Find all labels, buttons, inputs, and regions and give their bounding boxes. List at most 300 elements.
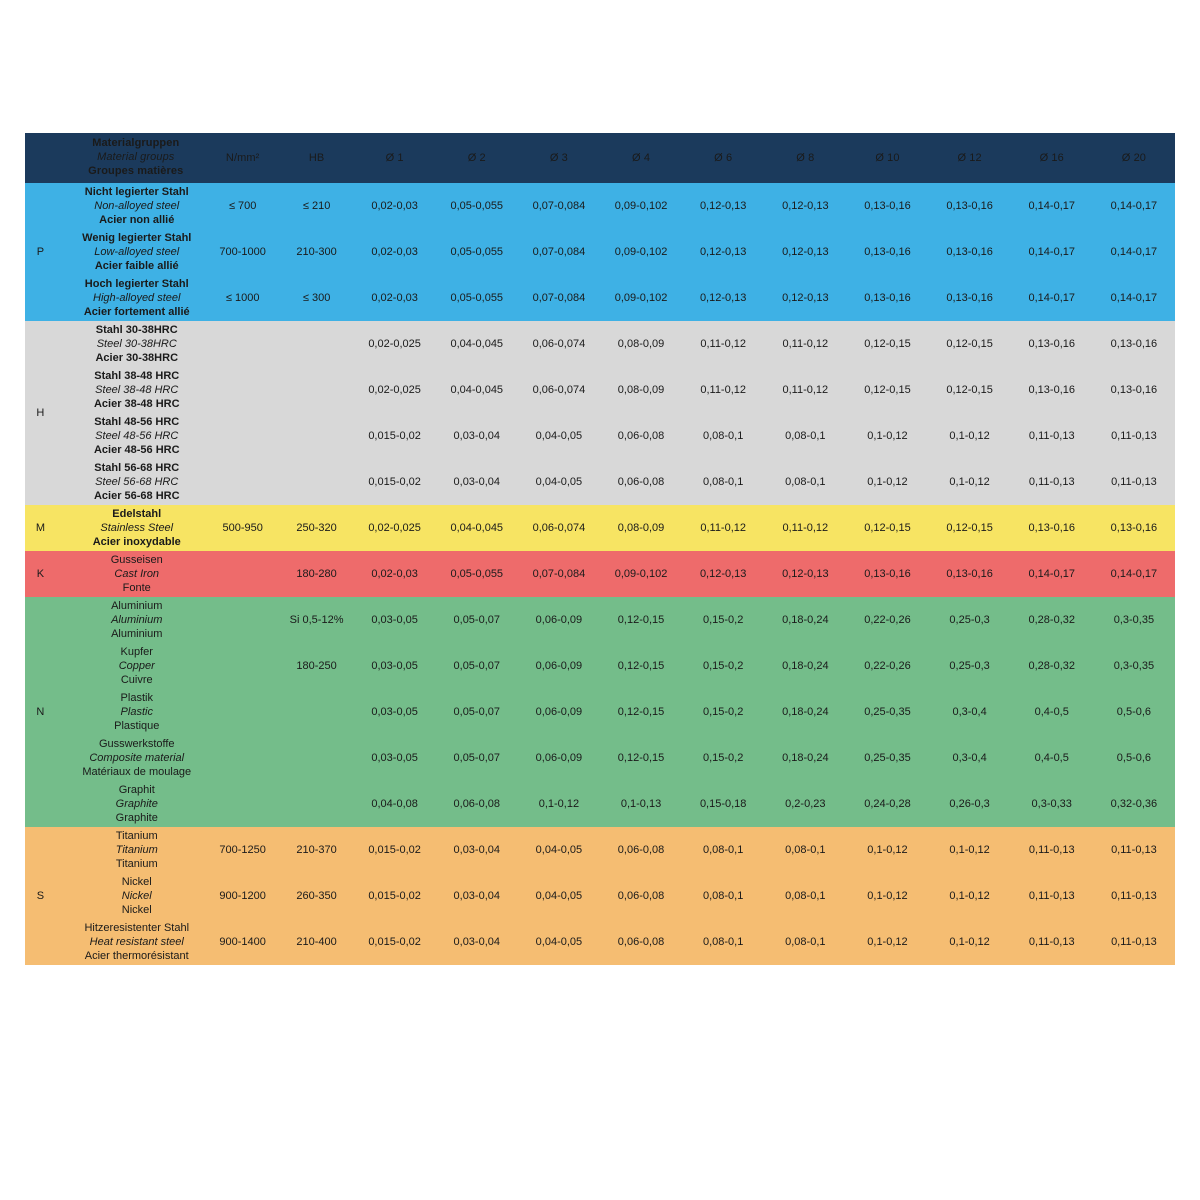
value-cell: 0,22-0,26 <box>864 614 911 626</box>
value-cell: 0,11-0,13 <box>1111 936 1157 948</box>
value-cell: 0,08-0,1 <box>702 890 744 902</box>
material-name-cell <box>56 643 206 689</box>
value-cell: 210-400 <box>296 936 337 948</box>
value-cell <box>206 643 280 689</box>
material-name-cell <box>56 689 206 735</box>
value-cell: 0,03-0,05 <box>371 660 418 672</box>
feed-rate-matrix <box>25 133 1175 965</box>
value-cell: 0,12-0,13 <box>699 200 747 212</box>
value-cell: 0,2-0,23 <box>785 798 826 810</box>
header-col-nmm2: N/mm² <box>225 152 260 164</box>
value-cell: 0,25-0,3 <box>949 614 990 626</box>
value-cell: 210-370 <box>296 844 337 856</box>
material-name-line-2: Stainless Steel <box>100 521 174 534</box>
material-name-line-1: Edelstahl <box>112 507 162 520</box>
value-cell: 0,08-0,1 <box>785 844 826 856</box>
material-name-line-3: Fonte <box>122 582 151 595</box>
value-cell: 0,04-0,08 <box>371 798 418 810</box>
value-cell <box>280 735 354 781</box>
value-cell: 0,18-0,24 <box>782 660 829 672</box>
value-cell: 0,09-0,102 <box>614 292 668 304</box>
value-cell: 0,07-0,084 <box>532 246 586 258</box>
material-name-cell <box>56 781 206 827</box>
value-cell: 0,04-0,045 <box>450 384 504 396</box>
table-row <box>25 597 1175 643</box>
value-cell <box>206 551 280 597</box>
value-cell: 0,08-0,1 <box>702 476 744 488</box>
value-cell: 0,18-0,24 <box>782 706 829 718</box>
material-name-line-1: Plastik <box>120 691 153 704</box>
header-col-d2: Ø 2 <box>467 152 486 164</box>
value-cell: 0,11-0,12 <box>782 522 829 534</box>
material-name-line-3: Graphite <box>115 812 158 825</box>
value-cell <box>206 689 280 735</box>
header-row <box>25 133 1175 183</box>
material-name-cell <box>56 551 206 597</box>
value-cell: 0,1-0,12 <box>949 890 990 902</box>
material-name-line-1: Nicht legierter Stahl <box>84 185 189 198</box>
value-cell: 0,02-0,025 <box>368 384 421 396</box>
value-cell: Si 0,5-12% <box>289 614 344 626</box>
material-name-line-2: Plastic <box>120 705 153 718</box>
value-cell: 0,11-0,13 <box>1028 430 1075 442</box>
value-cell: 0,3-0,33 <box>1031 798 1072 810</box>
table-row <box>25 919 1175 965</box>
value-cell: 500-950 <box>222 522 263 534</box>
material-name-line-3: Titanium <box>115 858 158 871</box>
value-cell: 180-280 <box>296 568 337 580</box>
value-cell: 0,06-0,074 <box>532 338 586 350</box>
value-cell: 180-250 <box>296 660 337 672</box>
value-cell: 0,13-0,16 <box>1110 338 1158 350</box>
group-key-n: N <box>36 706 45 718</box>
value-cell: 0,05-0,07 <box>453 614 500 626</box>
value-cell: 0,12-0,13 <box>782 568 829 580</box>
value-cell <box>280 781 354 827</box>
value-cell: 0,11-0,12 <box>700 522 747 534</box>
value-cell: 0,08-0,1 <box>702 936 744 948</box>
header-col-d4: Ø 4 <box>632 152 651 164</box>
value-cell: 0,12-0,15 <box>946 522 993 534</box>
value-cell: 0,06-0,074 <box>532 522 586 534</box>
material-name-line-3: Acier faible allié <box>94 260 179 273</box>
material-name-cell <box>56 321 206 367</box>
value-cell: 0,06-0,08 <box>617 890 665 902</box>
value-cell: 250-320 <box>296 522 337 534</box>
value-cell: 0,4-0,5 <box>1034 752 1069 764</box>
value-cell: 0,07-0,084 <box>532 292 586 304</box>
material-name-cell <box>56 459 206 505</box>
material-name-line-2: Cast Iron <box>114 567 160 580</box>
table-row <box>25 735 1175 781</box>
value-cell: 0,1-0,12 <box>867 476 908 488</box>
group-key-p: P <box>36 246 45 258</box>
value-cell: 900-1400 <box>219 936 266 948</box>
material-name-line-3: Nickel <box>121 904 152 917</box>
value-cell: 0,02-0,03 <box>371 200 418 212</box>
value-cell: 0,06-0,08 <box>617 844 665 856</box>
material-name-line-3: Acier 48-56 HRC <box>93 444 180 457</box>
value-cell: 210-300 <box>296 246 337 258</box>
material-name-line-3: Plastique <box>114 720 160 733</box>
value-cell: 0,08-0,1 <box>785 936 826 948</box>
material-name-line-3: Acier fortement allié <box>83 306 190 319</box>
value-cell: ≤ 700 <box>228 200 257 212</box>
value-cell: 0,12-0,15 <box>617 614 665 626</box>
value-cell: 0,03-0,04 <box>453 890 500 902</box>
value-cell: 0,13-0,16 <box>864 200 911 212</box>
value-cell <box>206 735 280 781</box>
value-cell: 0,13-0,16 <box>1028 338 1075 350</box>
value-cell: 0,02-0,03 <box>371 246 418 258</box>
header-col-d10: Ø 10 <box>875 152 900 164</box>
table-row <box>25 689 1175 735</box>
table-row <box>25 459 1175 505</box>
value-cell: 0,03-0,05 <box>371 706 418 718</box>
value-cell: 0,3-0,4 <box>952 752 987 764</box>
group-key-m: M <box>35 522 45 534</box>
value-cell: 0,1-0,12 <box>867 430 908 442</box>
value-cell: 0,02-0,025 <box>368 338 421 350</box>
value-cell: 0,28-0,32 <box>1028 614 1075 626</box>
header-col-d1: Ø 1 <box>385 152 404 164</box>
material-name-cell <box>56 735 206 781</box>
material-name-line-2: Heat resistant steel <box>89 935 184 948</box>
value-cell: 0,5-0,6 <box>1116 706 1152 718</box>
value-cell: 0,12-0,13 <box>782 292 829 304</box>
value-cell: 0,13-0,16 <box>1028 384 1075 396</box>
value-cell: 0,03-0,04 <box>453 844 500 856</box>
value-cell: 0,015-0,02 <box>368 430 421 442</box>
value-cell <box>206 367 280 413</box>
material-name-line-2: Graphite <box>115 797 158 810</box>
material-name-line-2: Titanium <box>115 843 158 856</box>
header-col-d20: Ø 20 <box>1121 152 1147 164</box>
value-cell <box>206 781 280 827</box>
value-cell: 0,11-0,13 <box>1111 890 1157 902</box>
material-name-line-1: Gusswerkstoffe <box>98 737 175 750</box>
value-cell: 0,12-0,13 <box>699 568 747 580</box>
value-cell: 0,08-0,1 <box>785 890 826 902</box>
value-cell: 0,03-0,04 <box>453 476 500 488</box>
value-cell: 0,09-0,102 <box>614 200 668 212</box>
table-row <box>25 643 1175 689</box>
value-cell: 0,3-0,35 <box>1113 660 1155 672</box>
material-name-line-2: Low-alloyed steel <box>94 245 180 258</box>
value-cell: 0,11-0,13 <box>1028 936 1075 948</box>
value-cell: 0,1-0,12 <box>867 890 908 902</box>
material-name-line-1: Stahl 38-48 HRC <box>94 369 180 382</box>
group-key-s: S <box>36 890 45 902</box>
material-name-line-1: Hitzeresistenter Stahl <box>84 921 190 934</box>
table-row <box>25 505 1175 551</box>
material-name-line-3: Acier 56-68 HRC <box>93 490 180 503</box>
value-cell: 0,14-0,17 <box>1028 292 1075 304</box>
value-cell: 0,14-0,17 <box>1028 246 1075 258</box>
value-cell <box>280 413 354 459</box>
group-key-h: H <box>36 407 45 419</box>
material-name-line-3: Acier inoxydable <box>92 536 181 549</box>
value-cell: 0,1-0,12 <box>867 936 908 948</box>
value-cell: 0,12-0,13 <box>782 200 829 212</box>
material-name-line-3: Acier 30-38HRC <box>95 352 179 365</box>
value-cell: 0,03-0,04 <box>453 936 500 948</box>
value-cell: 0,08-0,1 <box>702 844 744 856</box>
value-cell: 0,13-0,16 <box>864 568 911 580</box>
value-cell: 0,08-0,09 <box>617 338 665 350</box>
value-cell: 0,11-0,12 <box>700 338 747 350</box>
value-cell: 0,1-0,12 <box>538 798 580 810</box>
value-cell: 0,28-0,32 <box>1028 660 1075 672</box>
value-cell: 0,13-0,16 <box>946 200 993 212</box>
value-cell: 0,02-0,025 <box>368 522 421 534</box>
value-cell: 0,13-0,16 <box>1110 522 1158 534</box>
value-cell: 0,04-0,05 <box>535 476 583 488</box>
value-cell: 0,08-0,1 <box>702 430 744 442</box>
value-cell: 0,14-0,17 <box>1110 568 1158 580</box>
material-name-line-2: Steel 56-68 HRC <box>95 475 179 488</box>
value-cell: 0,12-0,13 <box>782 246 829 258</box>
group-key-k: K <box>36 568 45 580</box>
value-cell: 0,14-0,17 <box>1110 246 1158 258</box>
value-cell: ≤ 300 <box>302 292 331 304</box>
value-cell: 0,12-0,15 <box>864 522 911 534</box>
value-cell: 0,08-0,1 <box>785 430 826 442</box>
value-cell: 0,26-0,3 <box>949 798 990 810</box>
value-cell: 0,02-0,03 <box>371 568 418 580</box>
value-cell: 0,11-0,13 <box>1028 476 1075 488</box>
value-cell: 0,11-0,13 <box>1028 844 1075 856</box>
value-cell: 0,015-0,02 <box>368 844 421 856</box>
value-cell: 0,05-0,055 <box>450 292 504 304</box>
value-cell: 0,32-0,36 <box>1110 798 1158 810</box>
value-cell: 0,06-0,08 <box>617 936 665 948</box>
value-cell: 0,1-0,12 <box>949 476 990 488</box>
header-material-groups <box>56 133 206 183</box>
value-cell: 0,08-0,1 <box>785 476 826 488</box>
value-cell: 0,015-0,02 <box>368 476 421 488</box>
header-group-key <box>25 133 56 183</box>
header-col-d3: Ø 3 <box>549 152 568 164</box>
value-cell: 0,15-0,18 <box>699 798 747 810</box>
material-name-cell <box>56 183 206 229</box>
value-cell: 0,09-0,102 <box>614 246 668 258</box>
value-cell: 0,4-0,5 <box>1034 706 1069 718</box>
material-name-line-3: Acier 38-48 HRC <box>93 398 180 411</box>
value-cell: 0,04-0,045 <box>450 522 504 534</box>
value-cell: 0,13-0,16 <box>1110 384 1158 396</box>
value-cell: 0,11-0,13 <box>1111 844 1157 856</box>
value-cell: 0,15-0,2 <box>702 752 744 764</box>
value-cell <box>206 413 280 459</box>
table-body <box>25 183 1175 965</box>
value-cell: 0,14-0,17 <box>1110 292 1158 304</box>
value-cell: 0,05-0,07 <box>453 706 500 718</box>
material-name-line-2: Steel 38-48 HRC <box>95 383 179 396</box>
value-cell: 0,06-0,09 <box>535 660 583 672</box>
material-name-line-1: Aluminium <box>111 599 163 612</box>
value-cell: 0,15-0,2 <box>702 614 744 626</box>
value-cell: 0,11-0,13 <box>1111 476 1157 488</box>
value-cell: 0,08-0,09 <box>617 384 665 396</box>
material-name-line-3: Acier non allié <box>99 214 175 227</box>
material-name-line-1: Hoch legierter Stahl <box>84 277 189 290</box>
value-cell <box>280 459 354 505</box>
header-col-d8: Ø 8 <box>796 152 815 164</box>
value-cell: 0,5-0,6 <box>1116 752 1152 764</box>
material-name-line-2: Steel 30-38HRC <box>96 337 177 350</box>
value-cell: 0,14-0,17 <box>1110 200 1158 212</box>
value-cell: 0,1-0,12 <box>867 844 908 856</box>
value-cell: 0,3-0,35 <box>1113 614 1155 626</box>
material-name-line-3: Acier thermorésistant <box>84 950 189 963</box>
value-cell: 0,06-0,09 <box>535 706 583 718</box>
value-cell: 0,12-0,15 <box>946 338 993 350</box>
value-cell: 0,15-0,2 <box>702 706 744 718</box>
material-name-line-1: Nickel <box>121 875 152 888</box>
header-col-d6: Ø 6 <box>714 152 733 164</box>
material-name-cell <box>56 413 206 459</box>
value-cell: 0,03-0,05 <box>371 752 418 764</box>
material-name-line-1: Kupfer <box>120 645 153 658</box>
value-cell: 0,13-0,16 <box>864 292 911 304</box>
value-cell: 0,12-0,15 <box>864 338 911 350</box>
value-cell: 0,11-0,13 <box>1028 890 1075 902</box>
value-cell: 0,11-0,13 <box>1111 430 1157 442</box>
material-name-cell <box>56 367 206 413</box>
value-cell: 0,18-0,24 <box>782 752 829 764</box>
value-cell: 0,08-0,09 <box>617 522 665 534</box>
material-name-cell <box>56 505 206 551</box>
material-name-line-1: Gusseisen <box>110 553 163 566</box>
value-cell: 0,05-0,055 <box>450 246 504 258</box>
value-cell: 0,04-0,05 <box>535 430 583 442</box>
material-name-line-1: Stahl 30-38HRC <box>95 323 178 336</box>
value-cell: 0,07-0,084 <box>532 568 586 580</box>
value-cell: 0,22-0,26 <box>864 660 911 672</box>
material-name-line-3: Matériaux de moulage <box>82 766 192 779</box>
value-cell: 0,13-0,16 <box>946 568 993 580</box>
material-name-line-2: Copper <box>118 659 155 672</box>
material-name-line-1: Stahl 56-68 HRC <box>94 461 180 474</box>
value-cell: 700-1250 <box>219 844 266 856</box>
material-name-line-3: Aluminium <box>111 628 163 641</box>
value-cell: 0,03-0,05 <box>371 614 418 626</box>
table-row <box>25 873 1175 919</box>
value-cell: 0,04-0,05 <box>535 936 583 948</box>
value-cell: 0,12-0,15 <box>617 706 665 718</box>
value-cell: 0,14-0,17 <box>1028 200 1075 212</box>
table-row <box>25 321 1175 367</box>
value-cell: 0,015-0,02 <box>368 936 421 948</box>
value-cell: 0,12-0,15 <box>864 384 911 396</box>
value-cell: 0,15-0,2 <box>702 660 744 672</box>
value-cell: 0,3-0,4 <box>952 706 987 718</box>
table-row <box>25 551 1175 597</box>
value-cell <box>206 597 280 643</box>
value-cell: 260-350 <box>296 890 337 902</box>
value-cell: 0,11-0,12 <box>700 384 747 396</box>
value-cell: 0,07-0,084 <box>532 200 586 212</box>
material-name-line-2: Non-alloyed steel <box>94 199 180 212</box>
value-cell: 0,11-0,12 <box>782 384 829 396</box>
value-cell: 0,05-0,07 <box>453 660 500 672</box>
table-row <box>25 781 1175 827</box>
value-cell: 0,12-0,13 <box>699 246 747 258</box>
value-cell: 0,14-0,17 <box>1028 568 1075 580</box>
table-row <box>25 827 1175 873</box>
material-name-line-2: Aluminium <box>111 613 163 626</box>
table-header <box>25 133 1175 183</box>
value-cell <box>206 459 280 505</box>
value-cell: 0,04-0,05 <box>535 890 583 902</box>
material-name-line-3: Cuivre <box>120 674 153 687</box>
material-feed-table <box>25 133 1175 965</box>
header-title-en: Material groups <box>97 151 175 164</box>
value-cell: 700-1000 <box>219 246 266 258</box>
table-row <box>25 183 1175 229</box>
material-name-line-2: High-alloyed steel <box>93 291 181 304</box>
header-col-d16: Ø 16 <box>1039 152 1064 164</box>
material-name-line-2: Steel 48-56 HRC <box>95 429 179 442</box>
value-cell: 0,06-0,08 <box>453 798 500 810</box>
value-cell: 0,18-0,24 <box>782 614 829 626</box>
table-row <box>25 413 1175 459</box>
value-cell: 0,09-0,102 <box>614 568 668 580</box>
header-col-hb: HB <box>308 152 325 164</box>
material-name-line-2: Nickel <box>121 889 152 902</box>
value-cell: 0,12-0,15 <box>617 752 665 764</box>
value-cell: 0,1-0,12 <box>949 936 990 948</box>
value-cell: 0,25-0,35 <box>864 752 911 764</box>
value-cell: 0,02-0,03 <box>371 292 418 304</box>
value-cell: 0,06-0,08 <box>617 430 665 442</box>
value-cell: 0,04-0,05 <box>535 844 583 856</box>
value-cell: ≤ 210 <box>302 200 331 212</box>
value-cell: 0,12-0,13 <box>699 292 747 304</box>
value-cell: 0,06-0,074 <box>532 384 586 396</box>
value-cell: 0,06-0,09 <box>535 614 583 626</box>
value-cell: 0,12-0,15 <box>617 660 665 672</box>
value-cell: ≤ 1000 <box>225 292 260 304</box>
value-cell: 0,06-0,08 <box>617 476 665 488</box>
value-cell: 0,13-0,16 <box>1028 522 1075 534</box>
value-cell <box>280 367 354 413</box>
value-cell: 0,25-0,35 <box>864 706 911 718</box>
material-name-cell <box>56 919 206 965</box>
value-cell: 0,03-0,04 <box>453 430 500 442</box>
header-title-de: Materialgruppen <box>92 137 180 150</box>
table-row <box>25 367 1175 413</box>
value-cell: 0,1-0,13 <box>620 798 662 810</box>
header-title-fr: Groupes matières <box>88 164 184 177</box>
header-col-d12: Ø 12 <box>957 152 982 164</box>
value-cell: 0,05-0,055 <box>450 568 504 580</box>
material-name-line-2: Composite material <box>89 751 185 764</box>
material-name-cell <box>56 873 206 919</box>
table-row <box>25 275 1175 321</box>
value-cell: 0,13-0,16 <box>864 246 911 258</box>
value-cell: 0,05-0,07 <box>453 752 500 764</box>
value-cell <box>280 689 354 735</box>
value-cell: 0,25-0,3 <box>949 660 990 672</box>
value-cell: 0,05-0,055 <box>450 200 504 212</box>
value-cell: 0,13-0,16 <box>946 246 993 258</box>
material-name-cell <box>56 597 206 643</box>
material-name-cell <box>56 275 206 321</box>
value-cell: 0,04-0,045 <box>450 338 504 350</box>
value-cell <box>206 321 280 367</box>
